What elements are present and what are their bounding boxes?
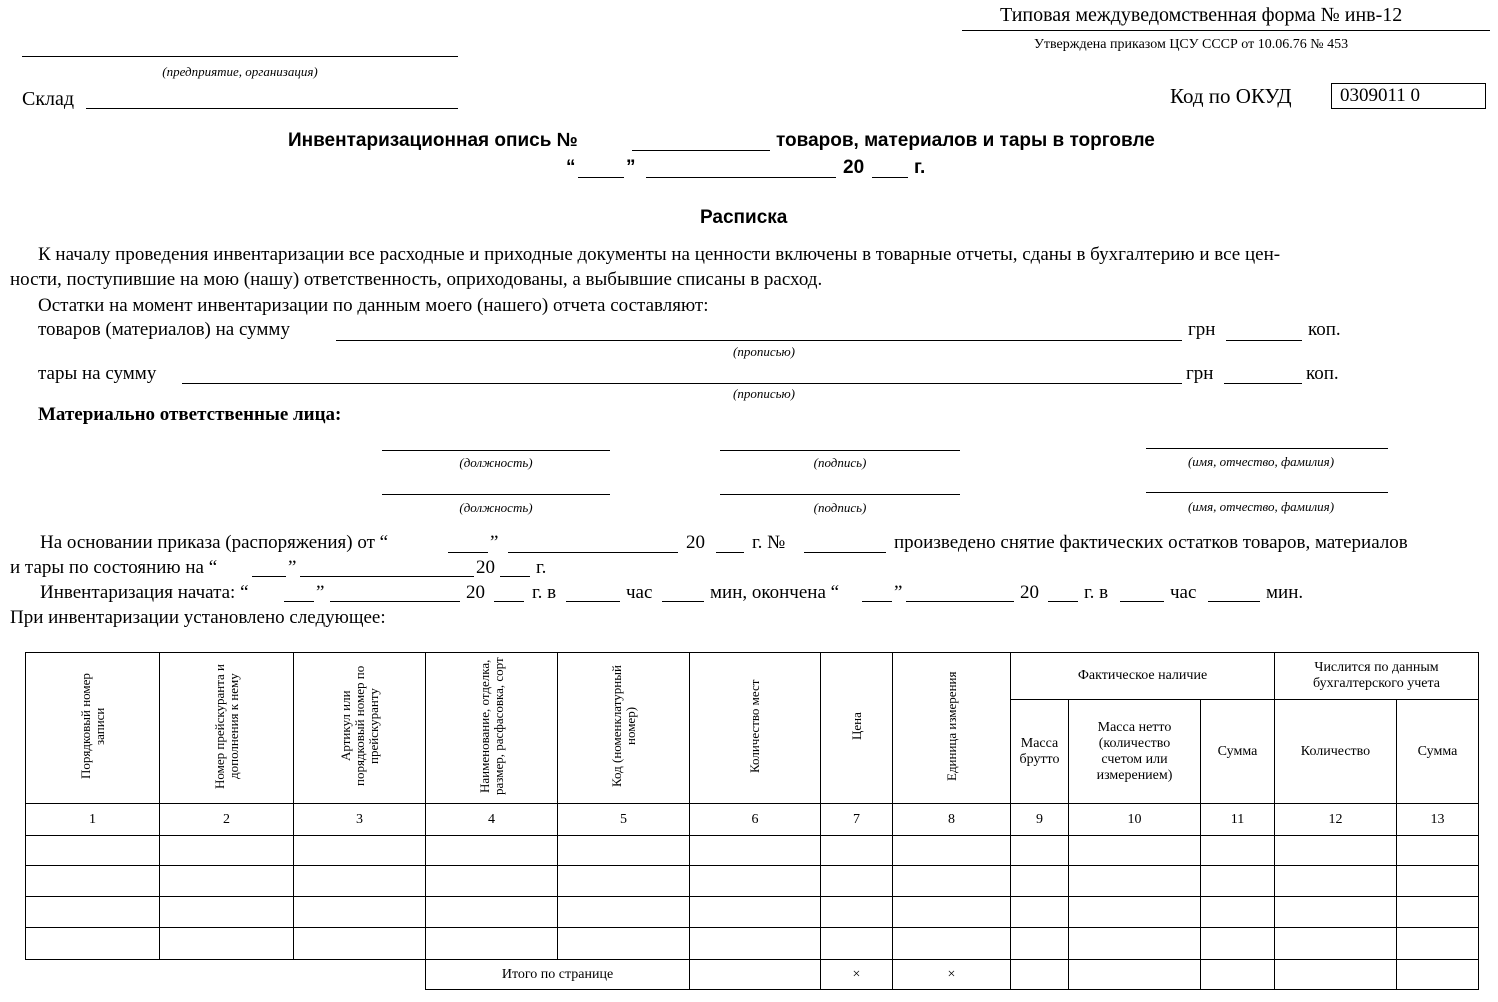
order-line2-c: 20 [476, 557, 495, 578]
form-type-underline [962, 30, 1490, 31]
col-number: 7 [821, 804, 893, 836]
total-cell[interactable] [1201, 960, 1275, 990]
balances-text: Остатки на момент инвентаризации по данным моего (нашего) отчета составляют: [38, 295, 709, 316]
signature-caption-1: (подпись) [813, 455, 867, 470]
name-line-1[interactable] [1146, 448, 1388, 449]
inventory-table [25, 652, 1479, 990]
receipt-heading: Расписка [700, 207, 788, 228]
col7-header: Цена [821, 653, 893, 804]
col10-header: Масса нетто (количество счетом или измерением) [1069, 700, 1201, 804]
form-type: Типовая междуведомственная форма № инв-12 [1000, 4, 1403, 26]
total-cell[interactable] [1275, 960, 1397, 990]
end-hour-line[interactable] [1120, 601, 1164, 602]
start-f: мин, окончена “ [710, 582, 840, 603]
order-text-b: ” [490, 532, 499, 553]
order-text-d: г. № [752, 532, 786, 553]
col-number: 12 [1275, 804, 1397, 836]
okud-label: Код по ОКУД [1170, 84, 1292, 108]
total-unit-cross: × [893, 960, 1011, 990]
doc-number-line[interactable] [632, 150, 770, 151]
date-month-line[interactable] [646, 177, 836, 178]
order-year-line[interactable] [716, 552, 744, 553]
total-label: Итого по странице [426, 960, 690, 990]
col6-header: Количество мест [690, 653, 821, 804]
tare-kop: коп. [1306, 363, 1339, 384]
start-k: мин. [1266, 582, 1304, 603]
col11-header: Сумма [1201, 700, 1275, 804]
goods-words-caption: (прописью) [732, 344, 795, 359]
col-number: 13 [1397, 804, 1479, 836]
table-row[interactable] [26, 897, 1479, 928]
accounting-group-header: Числится по данным бухгалтерского учета [1275, 653, 1479, 700]
start-a: Инвентаризация начата: “ [40, 582, 249, 603]
col1-header: Порядковый номер записи [26, 653, 160, 804]
goods-amount-line[interactable] [336, 340, 1182, 341]
organization-line[interactable] [22, 56, 458, 57]
organization-caption: (предприятие, организация) [162, 64, 318, 79]
start-day-line[interactable] [284, 601, 314, 602]
title-part2: товаров, материалов и тары в торговле [776, 130, 1155, 151]
receipt-para1-line1: К началу проведения инвентаризации все расходные и приходные документы на ценности включены в товарные отчеты, сданы в бухгалтерию и все цен- [38, 244, 1281, 265]
end-day-line[interactable] [862, 601, 892, 602]
order-month-line[interactable] [508, 552, 678, 553]
name-caption-2: (имя, отчество, фамилия) [1187, 499, 1335, 514]
order-text-c: 20 [686, 532, 705, 553]
col3-header: Артикул или порядковый номер по прейскуранту [294, 653, 426, 804]
col-number: 4 [426, 804, 558, 836]
order-text-a: На основании приказа (распоряжения) от “ [40, 532, 389, 553]
tare-grn-line[interactable] [1224, 383, 1302, 384]
start-h: 20 [1020, 582, 1039, 603]
state-month-line[interactable] [300, 576, 474, 577]
year-suffix: г. [914, 157, 926, 178]
total-row [26, 960, 1479, 990]
order-line2-a: и тары по состоянию на “ [10, 557, 218, 578]
start-b: ” [316, 582, 325, 603]
title-part1: Инвентаризационная опись № [288, 130, 578, 151]
start-year-line[interactable] [494, 601, 524, 602]
col-number: 9 [1011, 804, 1069, 836]
total-cell[interactable] [1011, 960, 1069, 990]
total-cell[interactable] [1069, 960, 1201, 990]
position-caption-1: (должность) [459, 455, 533, 470]
receipt-para1-line2: ности, поступившие на мою (нашу) ответственность, оприходованы, а выбывшие списаны в расход. [10, 269, 823, 290]
col2-header: Номер прейскуранта и дополнения к нему [160, 653, 294, 804]
date-year-line[interactable] [872, 177, 908, 178]
sklad-label: Склад [22, 88, 75, 110]
signature-caption-2: (подпись) [813, 500, 867, 515]
col-number: 11 [1201, 804, 1275, 836]
start-i: г. в [1084, 582, 1109, 603]
order-text-e: произведено снятие фактических остатков товаров, материалов [894, 532, 1408, 553]
start-e: час [626, 582, 653, 603]
col13-header: Сумма [1397, 700, 1479, 804]
total-places-cell[interactable] [690, 960, 821, 990]
col-number: 3 [294, 804, 426, 836]
start-hour-line[interactable] [566, 601, 620, 602]
name-caption-1: (имя, отчество, фамилия) [1187, 454, 1335, 469]
tare-amount-line[interactable] [182, 383, 1182, 384]
goods-grn-line[interactable] [1226, 340, 1302, 341]
order-line2-b: ” [288, 557, 297, 578]
goods-kop: коп. [1308, 319, 1341, 340]
position-caption-2: (должность) [459, 500, 533, 515]
end-year-line[interactable] [1048, 601, 1078, 602]
order-line2-d: г. [536, 557, 547, 578]
column-numbers-row [26, 804, 1479, 836]
approval-note: Утверждена приказом ЦСУ СССР от 10.06.76 № 453 [1034, 37, 1349, 52]
state-year-line[interactable] [500, 576, 530, 577]
table-row[interactable] [26, 836, 1479, 866]
date-close-quote: ” [626, 157, 636, 178]
tare-words-caption: (прописью) [732, 386, 795, 401]
okud-code-box: 0309011 0 [1331, 83, 1486, 109]
col-number: 5 [558, 804, 690, 836]
date-open-quote: “ [566, 157, 576, 178]
col9-header: Масса брутто [1011, 700, 1069, 804]
col12-header: Количество [1275, 700, 1397, 804]
col4-header: Наименование, отделка, размер, расфасовка, сорт [426, 653, 558, 804]
start-g: ” [894, 582, 903, 603]
total-cell[interactable] [1397, 960, 1479, 990]
start-month-line[interactable] [330, 601, 460, 602]
state-day-line[interactable] [252, 576, 286, 577]
actual-group-header: Фактическое наличие [1011, 653, 1275, 700]
col5-header: Код (номенклатурный номер) [558, 653, 690, 804]
col-number: 2 [160, 804, 294, 836]
col-number: 8 [893, 804, 1011, 836]
order-number-line[interactable] [804, 552, 886, 553]
position-line-2[interactable] [382, 494, 610, 495]
tare-grn: грн [1186, 363, 1214, 384]
end-month-line[interactable] [906, 601, 1014, 602]
start-c: 20 [466, 582, 485, 603]
table-row[interactable] [26, 866, 1479, 897]
order-day-line[interactable] [448, 552, 488, 553]
col-number: 6 [690, 804, 821, 836]
col8-header: Единица измерения [893, 653, 1011, 804]
total-price-cross: × [821, 960, 893, 990]
start-min-line[interactable] [662, 601, 704, 602]
table-row[interactable] [26, 928, 1479, 960]
responsible-heading: Материально ответственные лица: [38, 404, 342, 425]
goods-label: товаров (материалов) на сумму [38, 319, 290, 340]
year-prefix: 20 [843, 157, 865, 178]
sklad-line[interactable] [86, 108, 458, 109]
start-d: г. в [532, 582, 557, 603]
signature-line-1[interactable] [720, 450, 960, 451]
col-number: 10 [1069, 804, 1201, 836]
start-j: час [1170, 582, 1197, 603]
signature-line-2[interactable] [720, 494, 960, 495]
date-day-line[interactable] [578, 177, 624, 178]
goods-grn: грн [1188, 319, 1216, 340]
tare-label: тары на сумму [38, 363, 157, 384]
established-text: При инвентаризации установлено следующее: [10, 607, 386, 628]
col-number: 1 [26, 804, 160, 836]
end-min-line[interactable] [1208, 601, 1260, 602]
position-line-1[interactable] [382, 450, 610, 451]
name-line-2[interactable] [1146, 492, 1388, 493]
